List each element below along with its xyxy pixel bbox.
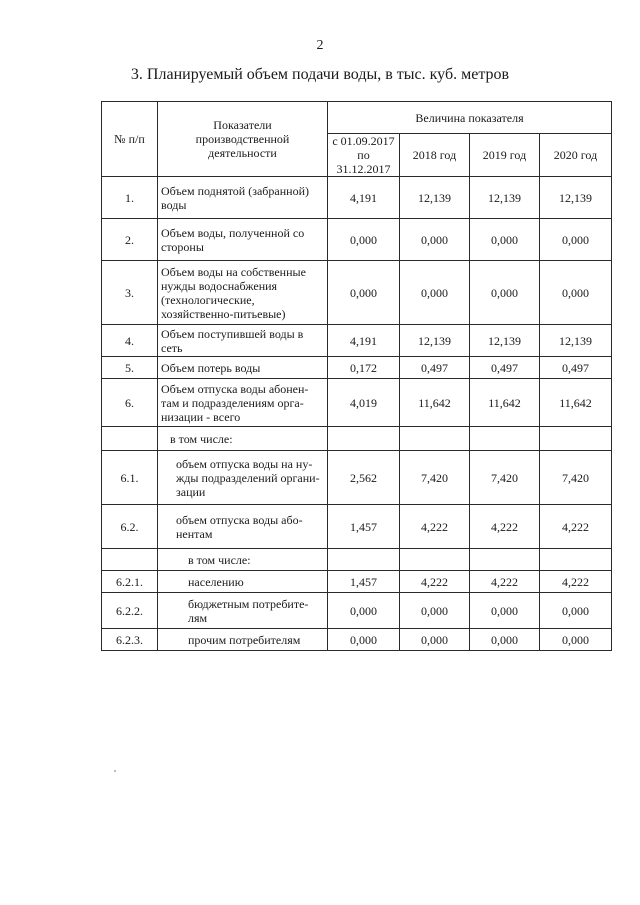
row-value: 0,000 bbox=[400, 593, 470, 629]
row-value: 0,000 bbox=[540, 629, 612, 651]
header-period-2019: 2019 год bbox=[470, 134, 540, 177]
row-value: 1,457 bbox=[328, 505, 400, 549]
row-value: 0,000 bbox=[400, 219, 470, 261]
table-row bbox=[102, 549, 612, 571]
row-name-line: лям bbox=[188, 610, 208, 625]
row-value: 7,420 bbox=[540, 451, 612, 505]
row-value: 0,172 bbox=[328, 357, 400, 379]
row-value bbox=[328, 427, 400, 451]
row-value: 0,497 bbox=[470, 357, 540, 379]
row-value: 4,222 bbox=[400, 505, 470, 549]
row-value bbox=[470, 549, 540, 571]
header-period-line: с 01.09.2017 bbox=[332, 134, 395, 148]
row-value: 12,139 bbox=[470, 177, 540, 219]
water-supply-table bbox=[101, 101, 612, 651]
row-value: 11,642 bbox=[540, 379, 612, 427]
row-name-line: там и подразделениям орга- bbox=[161, 395, 304, 410]
row-name-line: зации bbox=[176, 484, 206, 499]
row-value: 0,000 bbox=[470, 593, 540, 629]
table-row bbox=[102, 379, 612, 427]
row-value: 0,000 bbox=[540, 593, 612, 629]
row-num bbox=[102, 549, 158, 571]
row-value: 12,139 bbox=[540, 325, 612, 357]
header-value-group: Величина показателя bbox=[328, 102, 612, 134]
row-name bbox=[158, 629, 328, 651]
header-period-2020: 2020 год bbox=[540, 134, 612, 177]
row-value: 7,420 bbox=[470, 451, 540, 505]
header-indicator-line: деятельности bbox=[208, 146, 277, 160]
row-value: 0,497 bbox=[540, 357, 612, 379]
row-num: 5. bbox=[102, 357, 158, 379]
table-row bbox=[102, 593, 612, 629]
header-indicator-line: Показатели bbox=[213, 118, 272, 132]
row-name-line: населению bbox=[188, 574, 244, 589]
table-row bbox=[102, 427, 612, 451]
row-name-line: нентам bbox=[176, 526, 213, 541]
table-row bbox=[102, 261, 612, 325]
row-value bbox=[540, 427, 612, 451]
row-name-line: Объем потерь воды bbox=[161, 360, 261, 375]
row-name bbox=[158, 427, 328, 451]
row-value: 7,420 bbox=[400, 451, 470, 505]
row-num: 6.2.2. bbox=[102, 593, 158, 629]
row-name-line: Объем отпуска воды абонен- bbox=[161, 381, 309, 396]
row-num: 6.2. bbox=[102, 505, 158, 549]
row-name-line: в том числе: bbox=[170, 431, 233, 446]
row-name-line: сеть bbox=[161, 340, 183, 355]
row-name-line: воды bbox=[161, 197, 187, 212]
row-value: 0,000 bbox=[540, 219, 612, 261]
table-row bbox=[102, 325, 612, 357]
row-name-line: стороны bbox=[161, 239, 204, 254]
row-value bbox=[400, 427, 470, 451]
row-value: 0,000 bbox=[470, 219, 540, 261]
row-name bbox=[158, 261, 328, 325]
row-value: 4,191 bbox=[328, 325, 400, 357]
row-value: 4,222 bbox=[540, 505, 612, 549]
row-name bbox=[158, 571, 328, 593]
row-value: 0,000 bbox=[328, 629, 400, 651]
row-value: 11,642 bbox=[470, 379, 540, 427]
row-num: 4. bbox=[102, 325, 158, 357]
row-name-line: объем отпуска воды на ну- bbox=[176, 456, 313, 471]
row-name-line: Объем воды на собственные bbox=[161, 264, 306, 279]
scan-speck bbox=[114, 770, 116, 772]
row-name-line: бюджетным потребите- bbox=[188, 596, 309, 611]
table-row bbox=[102, 451, 612, 505]
row-value: 12,139 bbox=[540, 177, 612, 219]
row-value: 12,139 bbox=[400, 325, 470, 357]
row-value bbox=[470, 427, 540, 451]
row-name bbox=[158, 505, 328, 549]
row-name-line: Объем поднятой (забранной) bbox=[161, 183, 309, 198]
row-name bbox=[158, 357, 328, 379]
row-value: 0,000 bbox=[328, 219, 400, 261]
row-name-line: хозяйственно-питьевые) bbox=[161, 306, 286, 321]
row-name bbox=[158, 325, 328, 357]
row-value: 4,222 bbox=[470, 505, 540, 549]
row-name-line: жды подразделений органи- bbox=[176, 470, 320, 485]
header-period-2017 bbox=[328, 134, 400, 177]
row-value: 4,191 bbox=[328, 177, 400, 219]
table-row bbox=[102, 357, 612, 379]
row-name bbox=[158, 549, 328, 571]
row-num bbox=[102, 427, 158, 451]
row-name-line: нужды водоснабжения bbox=[161, 278, 278, 293]
table-row bbox=[102, 505, 612, 549]
row-value: 0,000 bbox=[400, 629, 470, 651]
row-value bbox=[400, 549, 470, 571]
row-value: 0,000 bbox=[328, 261, 400, 325]
row-num: 2. bbox=[102, 219, 158, 261]
row-name bbox=[158, 379, 328, 427]
row-name bbox=[158, 451, 328, 505]
page-number: 2 bbox=[316, 38, 324, 53]
table-row bbox=[102, 571, 612, 593]
row-value: 12,139 bbox=[400, 177, 470, 219]
row-value: 4,019 bbox=[328, 379, 400, 427]
row-num: 1. bbox=[102, 177, 158, 219]
row-value: 2,562 bbox=[328, 451, 400, 505]
row-value: 0,000 bbox=[540, 261, 612, 325]
row-value: 0,000 bbox=[400, 261, 470, 325]
row-num: 6.2.1. bbox=[102, 571, 158, 593]
row-name bbox=[158, 593, 328, 629]
row-value bbox=[328, 549, 400, 571]
table-row bbox=[102, 219, 612, 261]
row-value: 1,457 bbox=[328, 571, 400, 593]
row-value: 4,222 bbox=[400, 571, 470, 593]
row-num: 3. bbox=[102, 261, 158, 325]
row-value bbox=[540, 549, 612, 571]
row-value: 0,000 bbox=[328, 593, 400, 629]
header-indicator bbox=[158, 102, 328, 177]
row-num: 6.2.3. bbox=[102, 629, 158, 651]
row-value: 11,642 bbox=[400, 379, 470, 427]
row-name-line: объем отпуска воды або- bbox=[176, 512, 303, 527]
header-period-line: по 31.12.2017 bbox=[336, 148, 391, 176]
row-name-line: низации - всего bbox=[161, 409, 241, 424]
row-num: 6.1. bbox=[102, 451, 158, 505]
row-num: 6. bbox=[102, 379, 158, 427]
row-name-line: в том числе: bbox=[188, 552, 251, 567]
row-name-line: прочим потребителям bbox=[188, 632, 301, 647]
table-title: 3. Планируемый объем подачи воды, в тыс. куб. метров bbox=[130, 66, 510, 83]
row-value: 0,000 bbox=[470, 629, 540, 651]
row-value: 0,497 bbox=[400, 357, 470, 379]
row-name-line: Объем поступившей воды в bbox=[161, 326, 304, 341]
table-row bbox=[102, 629, 612, 651]
row-value: 0,000 bbox=[470, 261, 540, 325]
row-name-line: (технологические, bbox=[161, 292, 255, 307]
header-num: № п/п bbox=[102, 102, 158, 177]
header-period-2018: 2018 год bbox=[400, 134, 470, 177]
row-name bbox=[158, 177, 328, 219]
table-row bbox=[102, 177, 612, 219]
header-indicator-line: производственной bbox=[195, 132, 290, 146]
row-value: 4,222 bbox=[540, 571, 612, 593]
row-name-line: Объем воды, полученной со bbox=[161, 225, 305, 240]
row-name bbox=[158, 219, 328, 261]
row-value: 4,222 bbox=[470, 571, 540, 593]
row-value: 12,139 bbox=[470, 325, 540, 357]
